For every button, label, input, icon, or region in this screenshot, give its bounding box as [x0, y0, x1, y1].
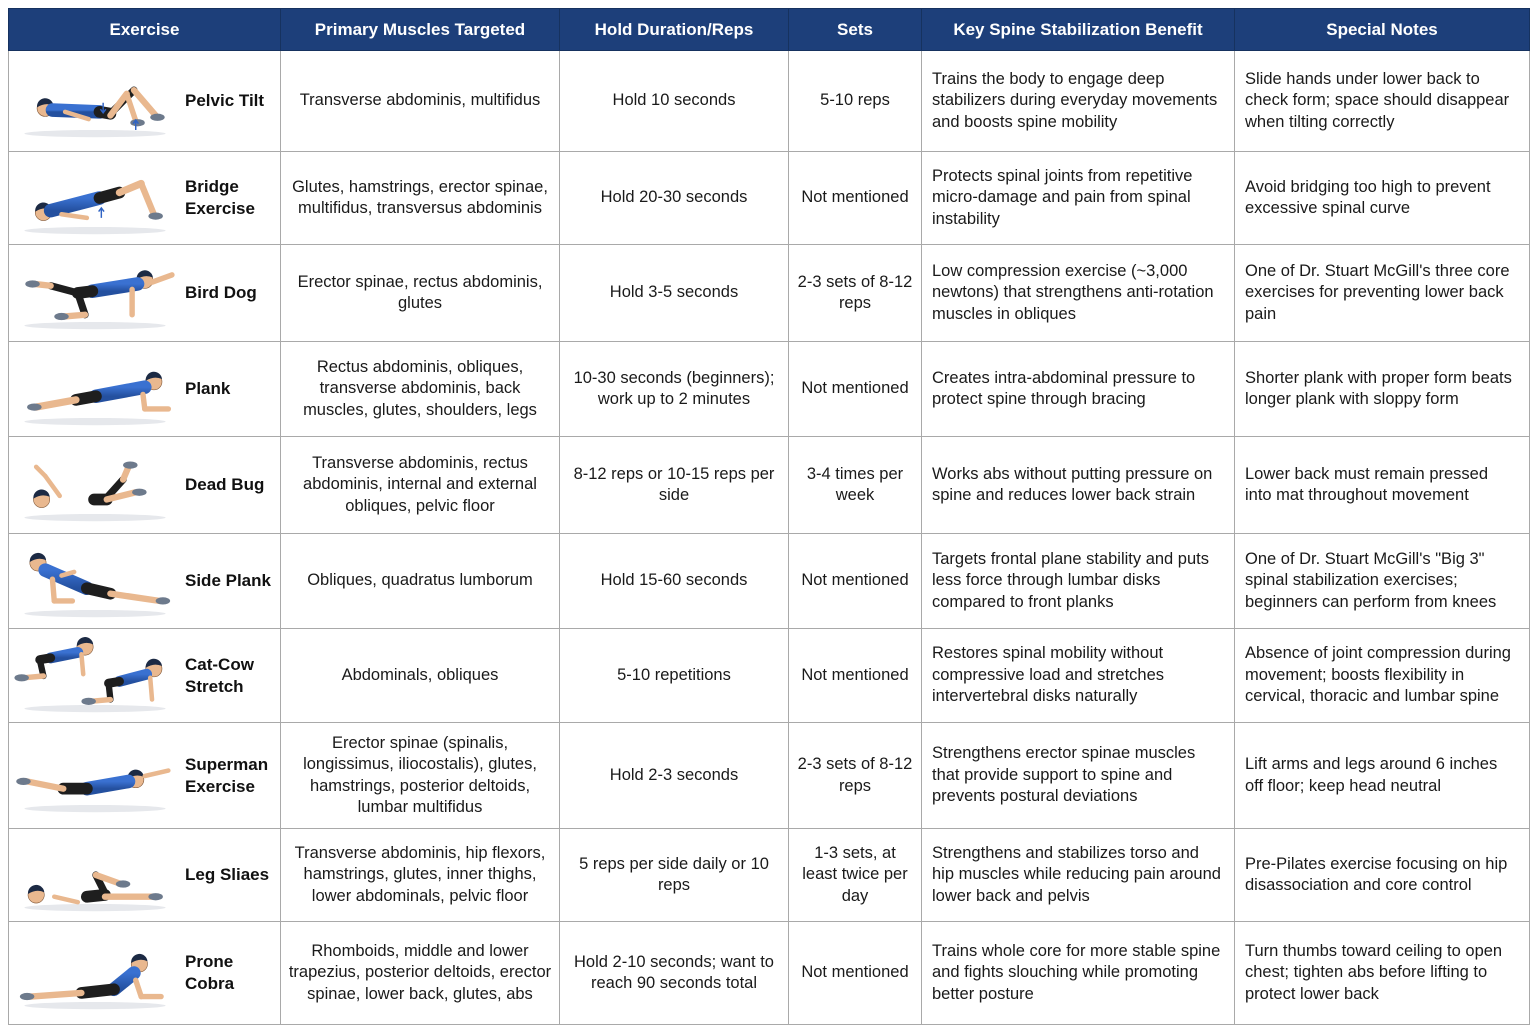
exercise-name: Dead Bug — [185, 475, 265, 494]
benefit-cell: Trains the body to engage deep stabilizers during everyday movements and boosts spine mobility — [922, 51, 1235, 152]
table-row — [9, 829, 1530, 922]
sets-cell: Not mentioned — [789, 922, 922, 1025]
bridge-figure — [9, 152, 181, 244]
muscles-cell: Transverse abdominis, hip flexors, hamstrings, glutes, inner thighs, lower abdominals, pelvic floor — [281, 829, 560, 922]
benefit-cell: Strengthens erector spinae muscles that provide support to spine and prevents postural deviations — [922, 723, 1235, 829]
sets-cell: 1-3 sets, at least twice per day — [789, 829, 922, 922]
muscles-cell: Erector spinae, rectus abdominis, glutes — [281, 245, 560, 342]
notes-cell: Pre-Pilates exercise focusing on hip disassociation and core control — [1235, 829, 1530, 922]
exercise-cell — [9, 534, 281, 629]
sets-cell: 5-10 reps — [789, 51, 922, 152]
exercise-cell — [9, 723, 281, 829]
exercise-name: Side Plank — [185, 571, 271, 590]
superman-figure — [9, 730, 181, 822]
table-row — [9, 152, 1530, 245]
duration-cell: 5 reps per side daily or 10 reps — [560, 829, 789, 922]
header-sets: Sets — [789, 9, 922, 51]
notes-cell: One of Dr. Stuart McGill's "Big 3" spinal stabilization exercises; beginners can perform from knees — [1235, 534, 1530, 629]
cat-cow-figure — [9, 630, 181, 722]
exercise-name: Pelvic Tilt — [185, 91, 265, 110]
exercise-name: Plank — [185, 379, 231, 398]
exercise-cell — [9, 152, 281, 245]
duration-cell: 8-12 reps or 10-15 reps per side — [560, 437, 789, 534]
exercise-table — [8, 8, 1530, 1025]
muscles-cell: Rhomboids, middle and lower trapezius, posterior deltoids, erector spinae, lower back, glutes, abs — [281, 922, 560, 1025]
notes-cell: Shorter plank with proper form beats longer plank with sloppy form — [1235, 342, 1530, 437]
exercise-cell — [9, 245, 281, 342]
pelvic-tilt-figure — [9, 55, 181, 147]
benefit-cell: Restores spinal mobility without compressive load and stretches intervertebral disks naturally — [922, 629, 1235, 723]
exercise-name: Leg Sliaes — [185, 865, 270, 884]
benefit-cell: Creates intra-abdominal pressure to protect spine through bracing — [922, 342, 1235, 437]
exercise-cell — [9, 629, 281, 723]
notes-cell: Turn thumbs toward ceiling to open chest; tighten abs before lifting to protect lower back — [1235, 922, 1530, 1025]
notes-cell: Avoid bridging too high to prevent excessive spinal curve — [1235, 152, 1530, 245]
duration-cell: Hold 10 seconds — [560, 51, 789, 152]
muscles-cell: Glutes, hamstrings, erector spinae, multifidus, transversus abdominis — [281, 152, 560, 245]
muscles-cell: Transverse abdominis, multifidus — [281, 51, 560, 152]
duration-cell: Hold 3-5 seconds — [560, 245, 789, 342]
header-exercise: Exercise — [9, 9, 281, 51]
exercise-cell — [9, 437, 281, 534]
benefit-cell: Strengthens and stabilizes torso and hip muscles while reducing pain around lower back and pelvis — [922, 829, 1235, 922]
prone-cobra-figure — [9, 927, 181, 1019]
benefit-cell: Targets frontal plane stability and puts less force through lumbar disks compared to front planks — [922, 534, 1235, 629]
table-row — [9, 437, 1530, 534]
table-row — [9, 342, 1530, 437]
header-notes: Special Notes — [1235, 9, 1530, 51]
sets-cell: Not mentioned — [789, 152, 922, 245]
table-row — [9, 245, 1530, 342]
header-benefit: Key Spine Stabilization Benefit — [922, 9, 1235, 51]
notes-cell: Slide hands under lower back to check form; space should disappear when tilting correctly — [1235, 51, 1530, 152]
notes-cell: Lower back must remain pressed into mat throughout movement — [1235, 437, 1530, 534]
bird-dog-figure — [9, 247, 181, 339]
table-row — [9, 534, 1530, 629]
duration-cell: Hold 2-3 seconds — [560, 723, 789, 829]
sets-cell: Not mentioned — [789, 629, 922, 723]
sets-cell: 3-4 times per week — [789, 437, 922, 534]
notes-cell: One of Dr. Stuart McGill's three core exercises for preventing lower back pain — [1235, 245, 1530, 342]
table-row — [9, 922, 1530, 1025]
duration-cell: Hold 15-60 seconds — [560, 534, 789, 629]
leg-slides-figure — [9, 829, 181, 921]
duration-cell: 10-30 seconds (beginners); work up to 2 minutes — [560, 342, 789, 437]
duration-cell: Hold 2-10 seconds; want to reach 90 seconds total — [560, 922, 789, 1025]
sets-cell: 2-3 sets of 8-12 reps — [789, 245, 922, 342]
benefit-cell: Protects spinal joints from repetitive micro-damage and pain from spinal instability — [922, 152, 1235, 245]
duration-cell: Hold 20-30 seconds — [560, 152, 789, 245]
table-row — [9, 629, 1530, 723]
table-row — [9, 51, 1530, 152]
plank-figure — [9, 343, 181, 435]
dead-bug-figure — [9, 439, 181, 531]
benefit-cell: Works abs without putting pressure on spine and reduces lower back strain — [922, 437, 1235, 534]
header-duration: Hold Duration/Reps — [560, 9, 789, 51]
exercise-name: Superman Exercise — [185, 754, 269, 796]
sets-cell: Not mentioned — [789, 534, 922, 629]
muscles-cell: Rectus abdominis, obliques, transverse abdominis, back muscles, glutes, shoulders, legs — [281, 342, 560, 437]
notes-cell: Absence of joint compression during movement; boosts flexibility in cervical, thoracic and lumbar spine — [1235, 629, 1530, 723]
exercise-name: Cat-Cow Stretch — [185, 654, 254, 696]
exercise-table-container — [8, 8, 1529, 1018]
benefit-cell: Trains whole core for more stable spine and fights slouching while promoting better posture — [922, 922, 1235, 1025]
table-row — [9, 723, 1530, 829]
sets-cell: Not mentioned — [789, 342, 922, 437]
exercise-cell — [9, 922, 281, 1025]
sets-cell: 2-3 sets of 8-12 reps — [789, 723, 922, 829]
muscles-cell: Erector spinae (spinalis, longissimus, iliocostalis), glutes, hamstrings, posterior deltoids, lumbar multifidus — [281, 723, 560, 829]
exercise-cell — [9, 51, 281, 152]
exercise-cell — [9, 829, 281, 922]
exercise-name: Bridge Exercise — [185, 177, 255, 218]
table-header-row — [9, 9, 1530, 51]
muscles-cell: Obliques, quadratus lumborum — [281, 534, 560, 629]
side-plank-figure — [9, 535, 181, 627]
muscles-cell: Transverse abdominis, rectus abdominis, internal and external obliques, pelvic floor — [281, 437, 560, 534]
exercise-name: Prone Cobra — [185, 952, 235, 993]
exercise-name: Bird Dog — [185, 283, 257, 302]
duration-cell: 5-10 repetitions — [560, 629, 789, 723]
exercise-cell — [9, 342, 281, 437]
benefit-cell: Low compression exercise (~3,000 newtons) that strengthens anti-rotation muscles in obliques — [922, 245, 1235, 342]
notes-cell: Lift arms and legs around 6 inches off floor; keep head neutral — [1235, 723, 1530, 829]
header-muscles: Primary Muscles Targeted — [281, 9, 560, 51]
muscles-cell: Abdominals, obliques — [281, 629, 560, 723]
